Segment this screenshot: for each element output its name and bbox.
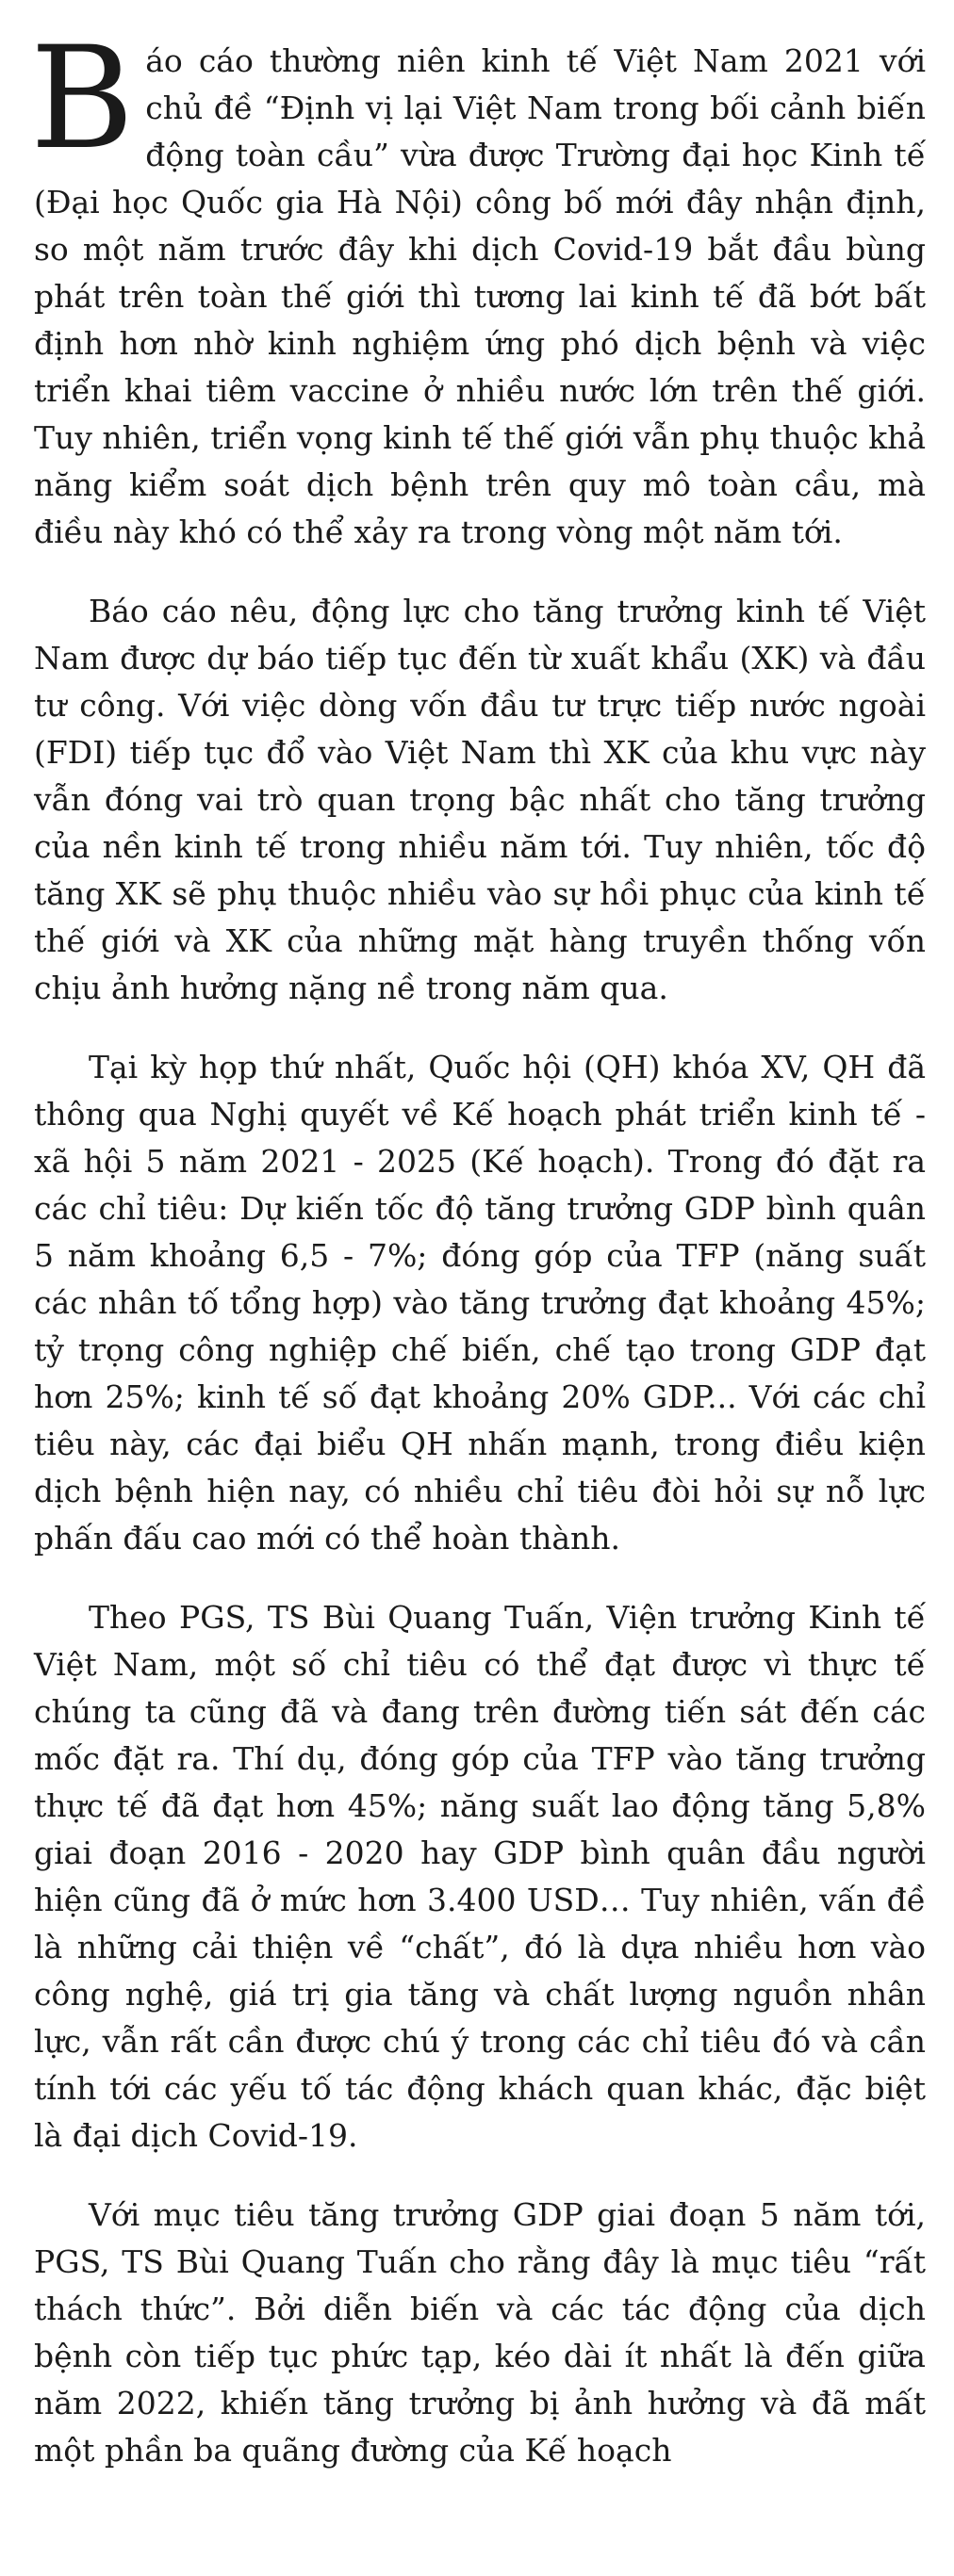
article-paragraph-5: Với mục tiêu tăng trưởng GDP giai đoạn 5 năm tới, PGS, TS Bùi Quang Tuấn cho rằng đây là mục tiêu “rất thách thức”. Bởi diễn biến và các tác động của dịch bệnh còn tiếp tục phức tạp, kéo dài ít nhất là đến giữa năm 2022, khiến tăng trưởng bị ảnh hưởng và đã mất một phần ba quãng đường của Kế hoạch	[34, 2196, 926, 2469]
article-paragraph-2: Báo cáo nêu, động lực cho tăng trưởng kinh tế Việt Nam được dự báo tiếp tục đến từ xuất khẩu (XK) và đầu tư công. Với việc dòng vốn đầu tư trực tiếp nước ngoài (FDI) tiếp tục đổ vào Việt Nam thì XK của khu vực này vẫn đóng vai trò quan trọng bậc nhất cho tăng trưởng của nền kinh tế trong nhiều năm tới. Tuy nhiên, tốc độ tăng XK sẽ phụ thuộc nhiều vào sự hồi phục của kinh tế thế giới và XK của những mặt hàng truyền thống vốn chịu ảnh hưởng nặng nề trong năm qua.	[34, 593, 926, 1006]
paragraph-1-text: áo cáo thường niên kinh tế Việt Nam 2021 với chủ đề “Định vị lại Việt Nam trong bối cảnh biến động toàn cầu” vừa được Trường đại học Kinh tế (Đại học Quốc gia Hà Nội) công bố mới đây nhận định, so một năm trước đây khi dịch Covid-19 bắt đầu bùng phát trên toàn thế giới thì tương lai kinh tế đã bớt bất định hơn nhờ kinh nghiệm ứng phó dịch bệnh và việc triển khai tiêm vaccine ở nhiều nước lớn trên thế giới. Tuy nhiên, triển vọng kinh tế thế giới vẫn phụ thuộc khả năng kiểm soát dịch bệnh trên quy mô toàn cầu, mà điều này khó có thể xảy ra trong vòng một năm tới.	[34, 42, 926, 550]
article-body	[30, 17, 926, 2506]
article-paragraph-3: Tại kỳ họp thứ nhất, Quốc hội (QH) khóa XV, QH đã thông qua Nghị quyết về Kế hoạch phát triển kinh tế - xã hội 5 năm 2021 - 2025 (Kế hoạch). Trong đó đặt ra các chỉ tiêu: Dự kiến tốc độ tăng trưởng GDP bình quân 5 năm khoảng 6,5 - 7%; đóng góp của TFP (năng suất các nhân tố tổng hợp) vào tăng trưởng đạt khoảng 45%; tỷ trọng công nghiệp chế biến, chế tạo trong GDP đạt hơn 25%; kinh tế số đạt khoảng 20% GDP... Với các chỉ tiêu này, các đại biểu QH nhấn mạnh, trong điều kiện dịch bệnh hiện nay, có nhiều chỉ tiêu đòi hỏi sự nỗ lực phấn đấu cao mới có thể hoàn thành.	[34, 1049, 926, 1557]
article-paragraph-4: Theo PGS, TS Bùi Quang Tuấn, Viện trưởng Kinh tế Việt Nam, một số chỉ tiêu có thể đạt được vì thực tế chúng ta cũng đã và đang trên đường tiến sát đến các mốc đặt ra. Thí dụ, đóng góp của TFP vào tăng trưởng thực tế đã đạt hơn 45%; năng suất lao động tăng 5,8% giai đoạn 2016 - 2020 hay GDP bình quân đầu người hiện cũng đã ở mức hơn 3.400 USD… Tuy nhiên, vấn đề là những cải thiện về “chất”, đó là dựa nhiều hơn vào công nghệ, giá trị gia tăng và chất lượng nguồn nhân lực, vẫn rất cần được chú ý trong các chỉ tiêu đó và cần tính tới các yếu tố tác động khách quan khác, đặc biệt là đại dịch Covid-19.	[34, 1599, 926, 2154]
drop-cap: B	[30, 17, 135, 181]
article-paragraph-1	[30, 17, 926, 556]
